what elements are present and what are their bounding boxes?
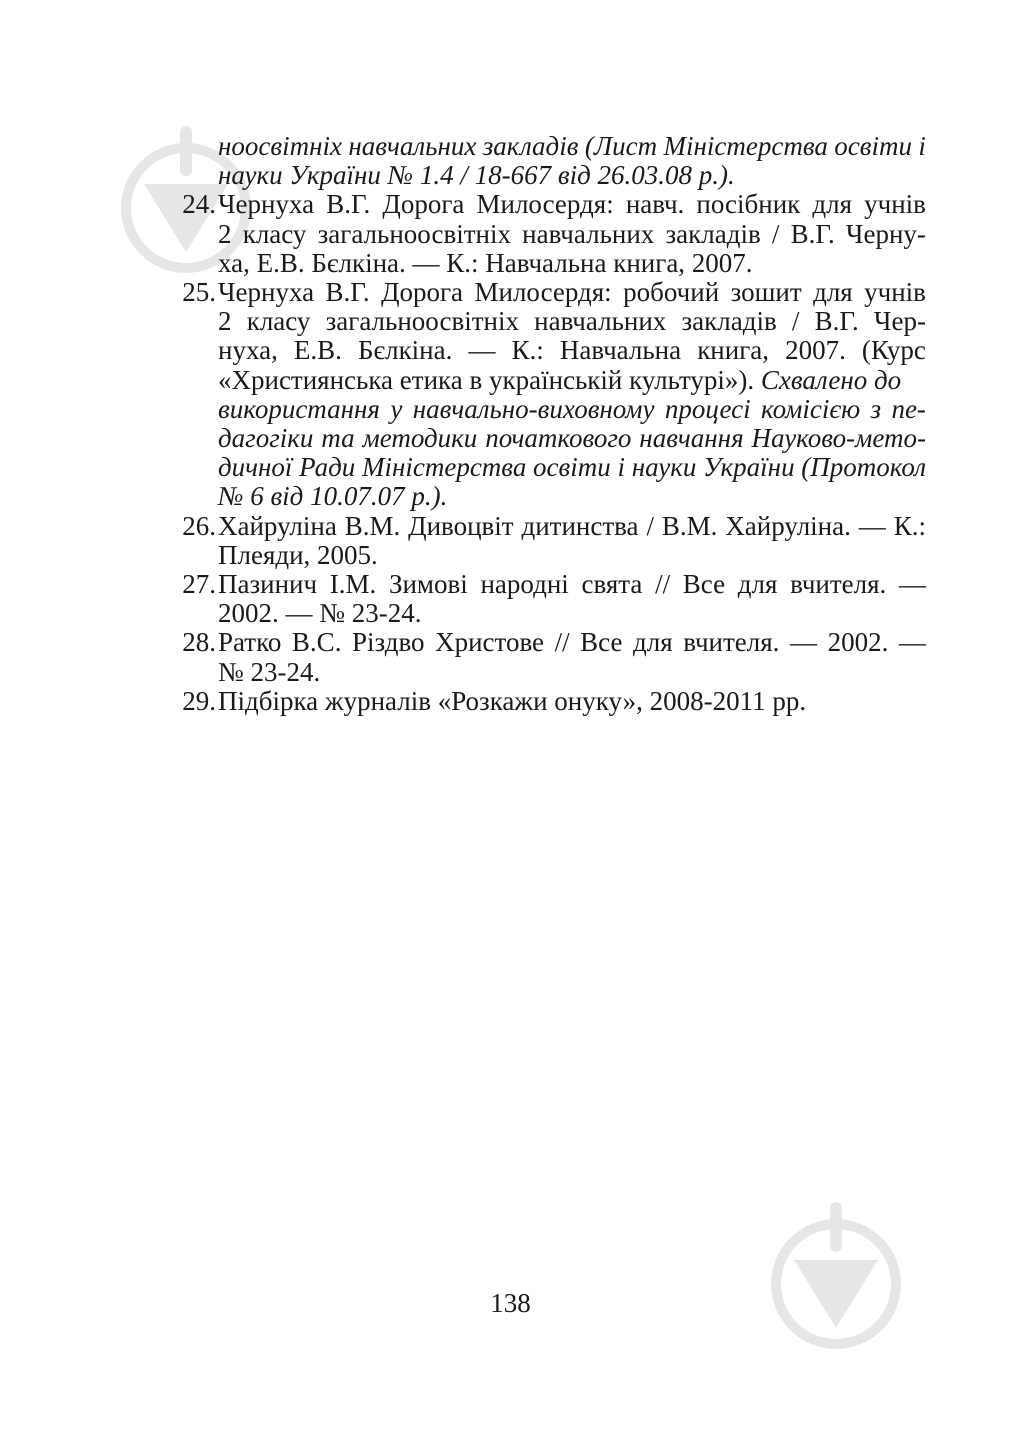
- reference-word: вчителя.: [790, 569, 887, 599]
- reference-text: «Християнська етика в українській культурі»).: [218, 364, 761, 395]
- reference-line: [218, 365, 901, 395]
- reference-line: [218, 248, 753, 278]
- reference-word: 2: [218, 306, 232, 337]
- reference-word: Дорога: [381, 277, 464, 307]
- reference-word: К.:: [893, 510, 926, 541]
- reference-word: книга,: [697, 335, 770, 366]
- reference-word: Бєлкіна.: [358, 335, 453, 366]
- reference-word: В.Г.: [790, 218, 835, 249]
- reference-word: пе-: [891, 393, 926, 424]
- reference-word: Все: [580, 627, 623, 658]
- reference-word: використання: [218, 393, 380, 424]
- reference-number: 28.: [182, 627, 216, 658]
- reference-text: 2002. — № 23-24.: [218, 598, 422, 629]
- reference-word: (Курс: [861, 335, 926, 366]
- reference-word: закладів: [681, 306, 777, 337]
- reference-word: дичної: [218, 452, 293, 483]
- reference-line: [218, 423, 926, 453]
- reference-number: 25.: [182, 277, 216, 307]
- reference-word: В.М.: [344, 510, 401, 541]
- reference-word: з: [870, 393, 882, 424]
- reference-word: закладів: [482, 131, 579, 161]
- reference-text: Схвалено до: [760, 364, 902, 395]
- reference-word: у: [390, 393, 403, 424]
- reference-word: 2007.: [785, 335, 846, 366]
- reference-line: [218, 511, 926, 541]
- reference-word: навчальних: [348, 131, 477, 161]
- page-number: 138: [490, 1288, 531, 1318]
- reference-line: [218, 627, 926, 657]
- reference-word: (Протокол: [801, 452, 926, 483]
- watermark-download-icon: [770, 1200, 902, 1350]
- reference-word: для: [812, 189, 853, 220]
- reference-word: освіти: [533, 452, 611, 483]
- reference-number: 26.: [182, 510, 216, 541]
- reference-word: для: [633, 627, 673, 658]
- reference-word: дагогіки: [218, 423, 314, 453]
- reference-word: /: [646, 510, 654, 541]
- reference-word: В.Г.: [814, 306, 859, 337]
- reference-line: [218, 686, 806, 716]
- reference-word: І.М.: [329, 569, 377, 599]
- reference-word: Дорога: [382, 189, 465, 220]
- reference-line: [218, 452, 926, 482]
- reference-line: [218, 657, 320, 687]
- reference-word: початкового: [485, 423, 632, 453]
- reference-word: Пазинич: [218, 569, 318, 599]
- reference-line: [218, 160, 735, 190]
- reference-word: Черну-: [845, 218, 926, 249]
- reference-word: загальноосвітніх: [325, 306, 519, 337]
- reference-text: № 6 від 10.07.07 р.).: [218, 481, 448, 512]
- reference-line: [218, 335, 926, 365]
- reference-word: Зимові: [388, 569, 468, 599]
- reference-word: Навчальна: [559, 335, 682, 366]
- reference-word: методики: [362, 423, 478, 453]
- reference-line: [218, 306, 926, 336]
- reference-word: закладів: [665, 218, 761, 249]
- reference-line: [218, 277, 926, 307]
- reference-word: —: [858, 510, 886, 541]
- reference-word: навч.: [625, 189, 685, 220]
- reference-word: для: [737, 569, 778, 599]
- reference-word: свята: [581, 569, 643, 599]
- reference-word: України: [703, 452, 795, 483]
- reference-text: Плеяди, 2005.: [218, 539, 378, 570]
- reference-word: навчально-виховному: [412, 393, 655, 424]
- reference-word: науки: [631, 452, 697, 483]
- reference-word: В.Г.: [325, 277, 370, 307]
- reference-word: і: [918, 131, 926, 161]
- reference-word: Милосердя:: [474, 277, 612, 307]
- reference-word: нуха,: [218, 335, 278, 366]
- reference-word: В.Г.: [326, 189, 371, 220]
- reference-word: навчальних: [522, 218, 655, 249]
- reference-line: [218, 189, 926, 219]
- reference-word: Міністерства: [663, 131, 828, 161]
- reference-word: вчителя.: [683, 627, 780, 658]
- reference-word: ноосвітніх: [218, 131, 342, 161]
- reference-word: //: [655, 569, 671, 599]
- reference-word: —: [468, 335, 496, 366]
- reference-text: № 23-24.: [218, 656, 321, 687]
- reference-word: Ради: [299, 452, 356, 483]
- reference-word: Різдво: [352, 627, 425, 658]
- reference-word: Е.В.: [293, 335, 342, 366]
- reference-word: 2002.: [827, 627, 889, 658]
- reference-word: Дивоцвіт: [408, 510, 514, 541]
- reference-word: класу: [246, 306, 311, 337]
- reference-word: робочий: [623, 277, 720, 307]
- reference-word: навчальних: [534, 306, 667, 337]
- reference-line: [218, 394, 926, 424]
- reference-word: зошит: [730, 277, 802, 307]
- reference-line: [218, 598, 422, 628]
- reference-word: і: [617, 452, 625, 483]
- reference-number: 24.: [182, 189, 216, 220]
- reference-line: [218, 569, 926, 599]
- reference-word: класу: [242, 218, 307, 249]
- reference-word: дитинства: [521, 510, 639, 541]
- reference-word: /: [771, 218, 780, 249]
- reference-word: К.:: [511, 335, 544, 366]
- reference-number: 29.: [182, 685, 216, 716]
- reference-word: —: [790, 627, 817, 658]
- reference-word: 2: [218, 218, 232, 249]
- reference-word: В.М.: [661, 510, 718, 541]
- reference-line: [218, 131, 926, 161]
- reference-word: освіти: [834, 131, 912, 161]
- reference-word: Хайруліна.: [725, 510, 851, 541]
- reference-word: (Лист: [584, 131, 658, 161]
- reference-word: та: [321, 423, 355, 453]
- reference-word: Чернуха: [218, 277, 315, 307]
- reference-word: Чер-: [873, 306, 926, 337]
- reference-word: Ратко: [218, 627, 282, 658]
- reference-text: науки України № 1.4 / 18-667 від 26.03.08 р.).: [218, 160, 735, 191]
- reference-word: Хайруліна: [218, 510, 337, 541]
- reference-word: учнів: [864, 189, 926, 220]
- reference-word: В.С.: [291, 627, 342, 658]
- reference-word: комісією: [761, 393, 861, 424]
- reference-word: загальноосвітніх: [317, 218, 511, 249]
- reference-text: Підбірка журналів «Розкажи онуку», 2008-2011 рр.: [218, 685, 807, 716]
- reference-word: для: [813, 277, 853, 307]
- reference-word: Науково-мето-: [751, 423, 926, 453]
- reference-word: процесі: [664, 393, 751, 424]
- reference-number: 27.: [182, 569, 216, 599]
- reference-word: посібник: [696, 189, 801, 220]
- reference-line: [218, 219, 926, 249]
- reference-word: —: [899, 569, 926, 599]
- reference-word: народні: [480, 569, 569, 599]
- reference-word: //: [554, 627, 570, 658]
- reference-word: /: [791, 306, 800, 337]
- reference-word: навчання: [639, 423, 744, 453]
- reference-word: —: [898, 627, 926, 658]
- reference-line: [218, 540, 378, 570]
- reference-word: Христове: [435, 627, 545, 658]
- reference-word: учнів: [864, 277, 926, 307]
- reference-word: Міністерства: [361, 452, 527, 483]
- reference-word: Все: [682, 569, 726, 599]
- reference-text: ха, Е.В. Бєлкіна. — К.: Навчальна книга, 2007.: [218, 247, 753, 278]
- reference-line: [218, 481, 447, 511]
- reference-word: Чернуха: [218, 189, 315, 220]
- reference-word: Милосердя:: [476, 189, 614, 220]
